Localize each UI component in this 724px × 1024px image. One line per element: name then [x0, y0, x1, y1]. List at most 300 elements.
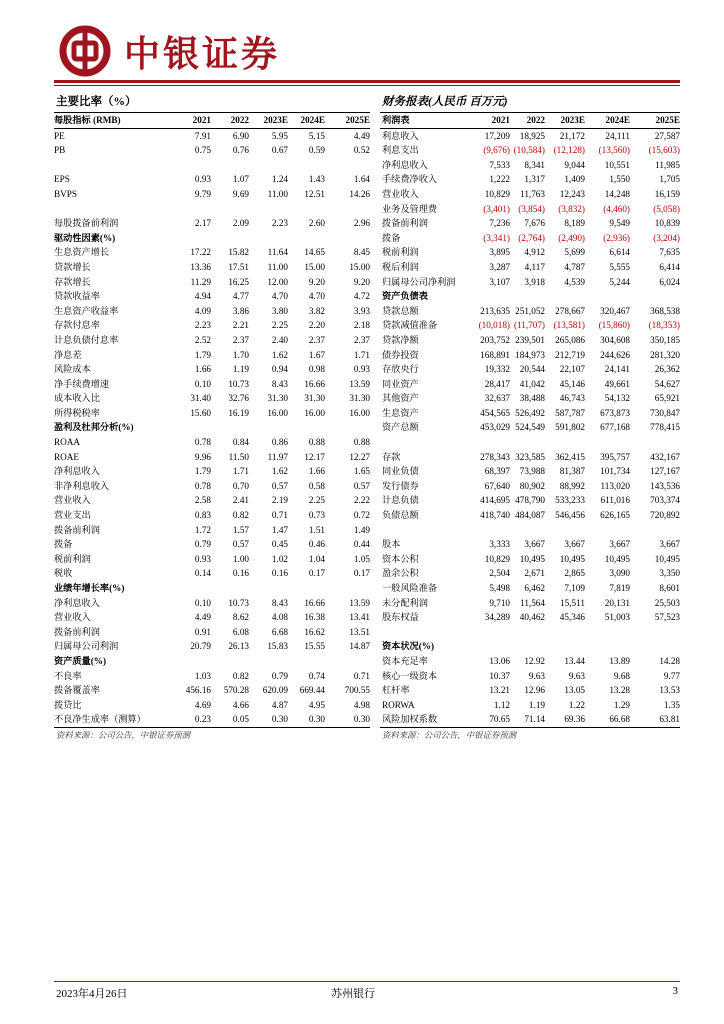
- cell-value: (11,707): [513, 320, 545, 331]
- table-row: [54, 698, 370, 713]
- cell-value: 414,695: [480, 495, 510, 506]
- table-row: [380, 172, 680, 187]
- cell-value: 0.78: [194, 437, 211, 448]
- row-label: 其他资产: [382, 393, 419, 404]
- header-rule: [54, 80, 680, 83]
- cell-value: 395,757: [600, 451, 630, 462]
- cell-value: 8.62: [232, 612, 249, 623]
- cell-value: 591,802: [555, 422, 585, 433]
- cell-value: 362,415: [555, 451, 585, 462]
- cell-value: 4.95: [308, 699, 325, 710]
- cell-value: 10,495: [654, 553, 680, 564]
- table-row: [380, 581, 680, 596]
- cell-value: 2.52: [194, 334, 211, 345]
- cell-value: 3,667: [564, 539, 585, 550]
- row-label: 净利息收入: [54, 466, 100, 477]
- footer-date: 2023年4月26日: [56, 988, 128, 1000]
- cell-value: 12.00: [267, 276, 288, 287]
- cell-value: 32,637: [484, 393, 510, 404]
- cell-value: 9.63: [568, 670, 585, 681]
- table-row: [54, 391, 370, 406]
- row-label: 税收: [54, 568, 73, 579]
- cell-value: 24,141: [604, 364, 630, 375]
- header-label: 利润表: [382, 115, 410, 125]
- cell-value: (3,832): [558, 203, 585, 214]
- cell-value: 3,107: [489, 276, 510, 287]
- cell-value: 0.14: [194, 568, 211, 579]
- cell-value: 45,146: [559, 378, 585, 389]
- cell-value: 213,635: [480, 305, 510, 316]
- cell-value: 1,705: [659, 174, 680, 185]
- cell-value: 1.19: [528, 699, 545, 710]
- cell-value: 6.68: [271, 626, 288, 637]
- table-row: [380, 333, 680, 348]
- cell-value: 0.45: [271, 539, 288, 550]
- cell-value: 9.63: [528, 670, 545, 681]
- row-label: 贷款净额: [382, 334, 419, 345]
- cell-value: 10,839: [654, 218, 680, 229]
- cell-value: 4,912: [524, 247, 545, 258]
- row-label: 业绩年增长率(%): [54, 583, 125, 593]
- table-row: [54, 377, 370, 392]
- row-label: 存款增长: [54, 276, 91, 287]
- cell-value: 14.65: [304, 247, 325, 258]
- cell-value: 3.93: [353, 305, 370, 316]
- table-row: [54, 143, 370, 158]
- section-heading-row: [54, 581, 370, 596]
- cell-value: 13.44: [564, 655, 585, 666]
- cell-value: 524,549: [515, 422, 545, 433]
- cell-value: 28,417: [484, 378, 510, 389]
- cell-value: 71.14: [524, 714, 545, 725]
- cell-value: 40,462: [519, 612, 545, 623]
- cell-value: 1.22: [568, 699, 585, 710]
- cell-value: 0.57: [271, 480, 288, 491]
- row-label: 存放央行: [382, 364, 419, 375]
- row-label: 营业收入: [54, 612, 91, 623]
- cell-value: 4.49: [194, 612, 211, 623]
- cell-value: 2.58: [194, 495, 211, 506]
- row-label: 税前利润: [382, 247, 419, 258]
- cell-value: 1.71: [353, 349, 370, 360]
- table-row: [380, 260, 680, 275]
- cell-value: 9,044: [564, 159, 585, 170]
- cell-value: (5,058): [653, 203, 680, 214]
- table-row: [54, 362, 370, 377]
- cell-value: 17,209: [484, 130, 510, 141]
- row-label: 股东权益: [382, 612, 419, 623]
- row-label: 资产负债表: [382, 291, 428, 302]
- section-heading-row: [54, 231, 370, 246]
- cell-value: 1.43: [308, 174, 325, 185]
- cell-value: 6,462: [524, 583, 545, 593]
- header-rule-thin: [54, 85, 680, 86]
- cell-value: 2.17: [194, 218, 211, 229]
- table-row: [380, 231, 680, 246]
- cell-value: 2.37: [232, 334, 249, 345]
- row-label: 归属母公司净利润: [382, 276, 456, 287]
- cell-value: 8.45: [353, 247, 370, 258]
- cell-value: 587,787: [555, 407, 585, 418]
- cell-value: 4,787: [564, 261, 585, 272]
- row-label: 营业收入: [382, 188, 419, 199]
- cell-value: 10,829: [484, 188, 510, 199]
- cell-value: (3,401): [483, 203, 510, 214]
- header-year: 2023E: [263, 115, 288, 125]
- cell-value: 0.79: [194, 539, 211, 550]
- cell-value: 13.36: [190, 261, 211, 272]
- row-label: 生息资产增长: [54, 247, 110, 258]
- cell-value: 1.12: [493, 699, 510, 710]
- row-label: 负债总额: [382, 510, 419, 521]
- cell-value: (9,676): [483, 145, 510, 156]
- row-label: EPS: [54, 174, 70, 185]
- table-row: [54, 523, 370, 538]
- table-row: [54, 566, 370, 581]
- cell-value: 16.00: [304, 407, 325, 418]
- cell-value: 101,734: [600, 466, 630, 477]
- cell-value: 3,333: [489, 539, 510, 550]
- table-row: [380, 391, 680, 406]
- cell-value: 3,918: [524, 276, 545, 287]
- cell-value: 4.09: [194, 305, 211, 316]
- right-source-note: 资料来源：公司公告，中银证券预测: [382, 731, 516, 740]
- table-row: [380, 625, 680, 640]
- cell-value: 2.25: [308, 495, 325, 506]
- table-row: [54, 464, 370, 479]
- cell-value: 1.05: [353, 553, 370, 564]
- cell-value: 38,488: [519, 393, 545, 404]
- row-label: 风险成本: [54, 364, 91, 375]
- table-row: [54, 129, 370, 144]
- table-row: [54, 348, 370, 363]
- cell-value: 113,020: [600, 480, 630, 491]
- cell-value: 0.52: [353, 145, 370, 156]
- cell-value: (10,018): [478, 320, 510, 331]
- cell-value: 1.67: [308, 349, 325, 360]
- row-label: 净息差: [54, 349, 82, 360]
- cell-value: 15.60: [190, 407, 211, 418]
- table-header-row: [54, 112, 370, 129]
- cell-value: 620.09: [262, 685, 288, 696]
- cell-value: 49,661: [604, 378, 630, 389]
- table-row: [54, 683, 370, 698]
- cell-value: 3,667: [524, 539, 545, 550]
- row-label: 发行债券: [382, 480, 419, 491]
- cell-value: 2,504: [489, 568, 510, 579]
- cell-value: 7,236: [489, 218, 510, 229]
- cell-value: 1,409: [564, 174, 585, 185]
- cell-value: 3.80: [271, 305, 288, 316]
- table-row: [380, 712, 680, 727]
- cell-value: 4,117: [524, 261, 545, 272]
- cell-value: 0.74: [308, 670, 325, 681]
- cell-value: 7,819: [609, 583, 630, 593]
- cell-value: (3,854): [518, 203, 545, 214]
- cell-value: 1.49: [353, 524, 370, 535]
- table-row: [380, 304, 680, 319]
- cell-value: 16.00: [349, 407, 370, 418]
- cell-value: 13.41: [349, 612, 370, 623]
- cell-value: 31.30: [267, 393, 288, 404]
- cell-value: 677,168: [600, 422, 630, 433]
- cell-value: 2.23: [194, 320, 211, 331]
- table-row: [380, 698, 680, 713]
- table-bottom-rule: [54, 727, 370, 728]
- table-row: [54, 187, 370, 202]
- cell-value: 15.00: [349, 261, 370, 272]
- cell-value: 669.44: [299, 685, 325, 696]
- cell-value: 3,350: [659, 568, 680, 579]
- cell-value: 456.16: [185, 685, 211, 696]
- cell-value: 25,503: [654, 597, 680, 608]
- cell-value: 16.38: [304, 612, 325, 623]
- cell-value: 14.26: [349, 188, 370, 199]
- cell-value: 10.73: [228, 378, 249, 389]
- section-heading-row: [380, 639, 680, 654]
- row-label: 净利息收入: [54, 597, 100, 608]
- cell-value: 13.05: [564, 685, 585, 696]
- row-label: 贷款收益率: [54, 291, 100, 302]
- cell-value: 7,109: [564, 583, 585, 593]
- row-label: 杠杆率: [382, 685, 410, 696]
- table-row: [380, 406, 680, 421]
- cell-value: 546,456: [555, 510, 585, 521]
- cell-value: 611,016: [600, 495, 630, 506]
- table-header-row: [380, 112, 680, 129]
- table-row: [380, 435, 680, 450]
- cell-value: 13.51: [349, 626, 370, 637]
- cell-value: 8,189: [564, 218, 585, 229]
- cell-value: 1.00: [232, 553, 249, 564]
- cell-value: 278,667: [555, 305, 585, 316]
- row-label: 计息负债: [382, 495, 419, 506]
- row-label: BVPS: [54, 188, 77, 199]
- row-label: RORWA: [382, 699, 415, 710]
- cell-value: 4.98: [353, 699, 370, 710]
- cell-value: 10.37: [489, 670, 510, 681]
- cell-value: 212,719: [555, 349, 585, 360]
- cell-value: 34,289: [484, 612, 510, 623]
- table-row: [54, 596, 370, 611]
- cell-value: 526,492: [515, 407, 545, 418]
- cell-value: 63.81: [659, 714, 680, 725]
- cell-value: 1.19: [232, 364, 249, 375]
- cell-value: 3.86: [232, 305, 249, 316]
- cell-value: 2.19: [271, 495, 288, 506]
- cell-value: 418,740: [480, 510, 510, 521]
- cell-value: 9.96: [194, 451, 211, 462]
- header-year: 2023E: [560, 115, 585, 125]
- table-row: [380, 202, 680, 217]
- cell-value: (4,460): [603, 203, 630, 214]
- cell-value: 0.16: [271, 568, 288, 579]
- cell-value: 12.51: [304, 188, 325, 199]
- cell-value: 6.08: [232, 626, 249, 637]
- cell-value: 278,343: [480, 451, 510, 462]
- table-row: [380, 348, 680, 363]
- cell-value: 3,090: [609, 568, 630, 579]
- row-label: 生息资产: [382, 407, 419, 418]
- cell-value: 8.43: [271, 597, 288, 608]
- cell-value: 15.83: [267, 641, 288, 652]
- cell-value: 67,640: [484, 480, 510, 491]
- table-row: [54, 318, 370, 333]
- table-row: [380, 493, 680, 508]
- header-year: 2025E: [345, 115, 370, 125]
- cell-value: 0.88: [353, 437, 370, 448]
- cell-value: 778,415: [650, 422, 680, 433]
- cell-value: 4.77: [232, 291, 249, 302]
- cell-value: 533,233: [555, 495, 585, 506]
- cell-value: 2,671: [524, 568, 545, 579]
- cell-value: 19,332: [484, 364, 510, 375]
- cell-value: 703,374: [650, 495, 680, 506]
- cell-value: 13.59: [349, 378, 370, 389]
- table-row: [54, 275, 370, 290]
- cell-value: 1.62: [271, 349, 288, 360]
- cell-value: 11,985: [655, 159, 680, 170]
- row-label: 净手续费增速: [54, 378, 110, 389]
- cell-value: 168,891: [480, 349, 510, 360]
- cell-value: 15,511: [560, 597, 585, 608]
- cell-value: (15,603): [648, 145, 680, 156]
- cell-value: 1.72: [194, 524, 211, 535]
- section-heading-row: [54, 420, 370, 435]
- cell-value: 0.17: [353, 568, 370, 579]
- cell-value: 6,414: [659, 261, 680, 272]
- cell-value: 9.79: [194, 188, 211, 199]
- cell-value: 46,743: [559, 393, 585, 404]
- cell-value: 31.30: [349, 393, 370, 404]
- cell-value: 1.47: [271, 524, 288, 535]
- table-row: [380, 610, 680, 625]
- cell-value: 0.30: [353, 714, 370, 725]
- cell-value: 7,533: [489, 159, 510, 170]
- cell-value: 10,829: [484, 553, 510, 564]
- header-year: 2024E: [300, 115, 325, 125]
- cell-value: 57,523: [654, 612, 680, 623]
- cell-value: 68,397: [484, 466, 510, 477]
- cell-value: 0.30: [308, 714, 325, 725]
- cell-value: 2.09: [232, 218, 249, 229]
- cell-value: 1.79: [194, 349, 211, 360]
- cell-value: 6,024: [659, 276, 680, 287]
- row-label: 股本: [382, 539, 401, 550]
- cell-value: 2.60: [308, 218, 325, 229]
- cell-value: (2,764): [518, 232, 545, 243]
- cell-value: 2.40: [271, 334, 288, 345]
- table-row: [54, 639, 370, 654]
- table-row: [380, 158, 680, 173]
- row-label: 营业收入: [54, 495, 91, 506]
- cell-value: (2,490): [558, 232, 585, 243]
- row-label: 核心一级资本: [382, 670, 438, 681]
- header-label: 每股指标 (RMB): [54, 115, 121, 125]
- table-row: [54, 202, 370, 217]
- table-row: [54, 537, 370, 552]
- cell-value: 5,244: [609, 276, 630, 287]
- row-label: 拨备覆盖率: [54, 685, 100, 696]
- brand-logo: [58, 23, 280, 79]
- cell-value: 13.53: [659, 685, 680, 696]
- cell-value: 265,086: [555, 334, 585, 345]
- cell-value: 16.62: [304, 626, 325, 637]
- cell-value: 11.50: [228, 451, 249, 462]
- cell-value: 320,467: [600, 305, 630, 316]
- cell-value: 0.93: [194, 174, 211, 185]
- cell-value: 432,167: [650, 451, 680, 462]
- cell-value: 80,902: [519, 480, 545, 491]
- cell-value: 4.87: [271, 699, 288, 710]
- cell-value: 12.92: [524, 655, 545, 666]
- row-label: 一般风险准备: [382, 583, 438, 593]
- cell-value: 9,710: [489, 597, 510, 608]
- left-source-note: 资料来源：公司公告，中银证券预测: [56, 731, 190, 740]
- cell-value: 32.76: [228, 393, 249, 404]
- footer-page-number: 3: [672, 985, 678, 997]
- cell-value: 700.55: [344, 685, 370, 696]
- table-row: [54, 289, 370, 304]
- cell-value: 0.78: [194, 480, 211, 491]
- cell-value: 0.93: [353, 364, 370, 375]
- row-label: 资本公积: [382, 553, 419, 564]
- table-row: [54, 479, 370, 494]
- cell-value: 2.22: [353, 495, 370, 506]
- cell-value: 0.88: [308, 437, 325, 448]
- cell-value: 626,165: [600, 510, 630, 521]
- cell-value: 3,287: [489, 261, 510, 272]
- row-label: ROAE: [54, 451, 80, 462]
- cell-value: 6.90: [232, 130, 249, 141]
- section-heading-row: [380, 289, 680, 304]
- cell-value: 11,763: [520, 188, 545, 199]
- table-row: [54, 508, 370, 523]
- cell-value: 2.37: [308, 334, 325, 345]
- cell-value: 11.29: [190, 276, 211, 287]
- cell-value: 13.06: [489, 655, 510, 666]
- cell-value: 9.77: [663, 670, 680, 681]
- cell-value: 12,243: [559, 188, 585, 199]
- cell-value: 12.96: [524, 685, 545, 696]
- row-label: 每股拨备前利润: [54, 218, 119, 229]
- table-row: [54, 158, 370, 173]
- cell-value: 730,847: [650, 407, 680, 418]
- cell-value: 127,167: [650, 466, 680, 477]
- cell-value: 323,585: [515, 451, 545, 462]
- table-row: [54, 406, 370, 421]
- header-year: 2021: [491, 115, 510, 125]
- cell-value: 453,029: [480, 422, 510, 433]
- cell-value: 15.55: [304, 641, 325, 652]
- cell-value: 9.68: [613, 670, 630, 681]
- cell-value: 184,973: [515, 349, 545, 360]
- cell-value: 0.73: [308, 510, 325, 521]
- cell-value: 1.35: [663, 699, 680, 710]
- table-row: [380, 552, 680, 567]
- row-label: 资本充足率: [382, 655, 428, 666]
- cell-value: 51,003: [604, 612, 630, 623]
- row-label: 风险加权系数: [382, 714, 438, 725]
- cell-value: 69.36: [564, 714, 585, 725]
- table-row: [380, 362, 680, 377]
- cell-value: 11.00: [267, 188, 288, 199]
- cell-value: 0.93: [194, 553, 211, 564]
- cell-value: 203,752: [480, 334, 510, 345]
- cell-value: 0.57: [232, 539, 249, 550]
- cell-value: 0.70: [232, 480, 249, 491]
- cell-value: 0.83: [194, 510, 211, 521]
